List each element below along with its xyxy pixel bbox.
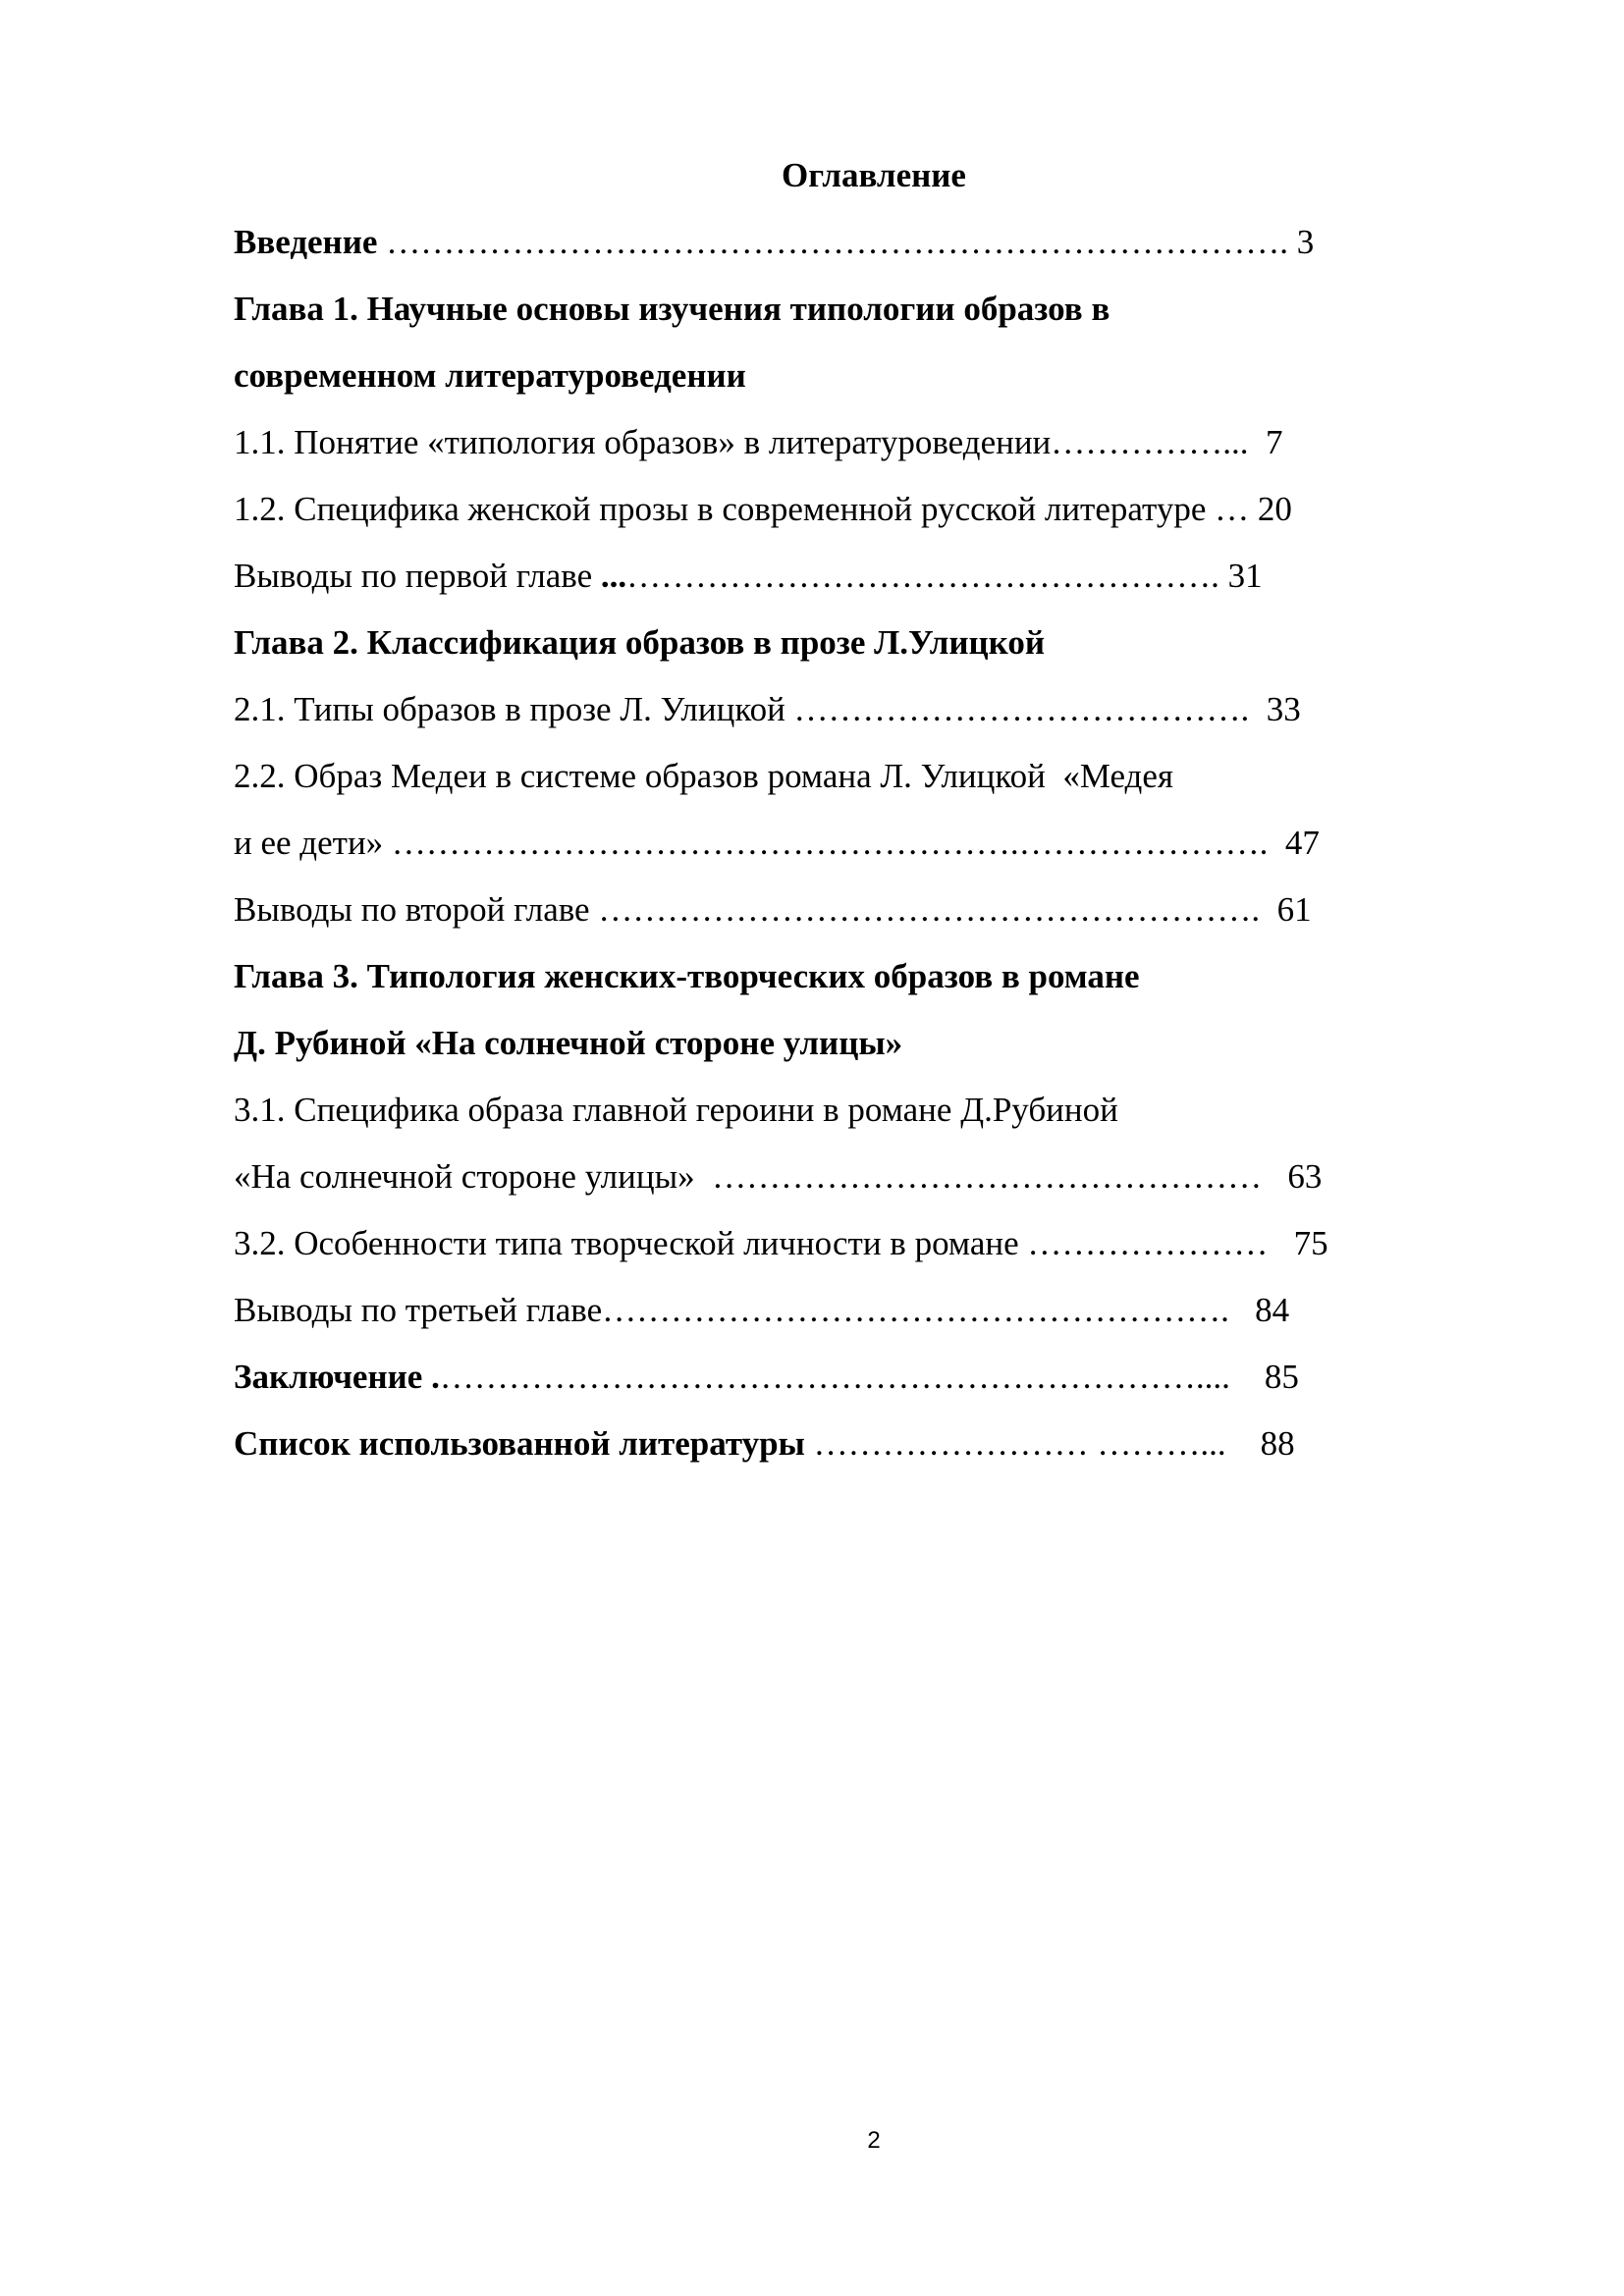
toc-title: Оглавление	[782, 156, 966, 194]
toc-entry-label: Выводы по первой главе	[234, 557, 601, 595]
toc-entry-leader: …………………… ………... 88	[804, 1424, 1295, 1463]
toc-entry-introduction	[234, 219, 1314, 266]
toc-entry-label: Введение	[234, 223, 378, 261]
toc-entry-label: Заключение .	[234, 1358, 440, 1396]
toc-entry-section-3-2: 3.2. Особенности типа творческой личности в романе ………………… 75	[234, 1224, 1328, 1262]
toc-entry-label: Список использованной литературы	[234, 1424, 805, 1463]
toc-entry-chapter-1-line-1: Глава 1. Научные основы изучения типологии образов в	[234, 290, 1110, 328]
toc-entry-chapter-2: Глава 2. Классификация образов в прозе Л.Улицкой	[234, 623, 1046, 662]
toc-entry-leader: ……………………………………………. 31	[626, 557, 1263, 595]
toc-entry-section-2-2-line-1: 2.2. Образ Медеи в системе образов романа Л. Улицкой «Медея	[234, 757, 1173, 795]
toc-entry-section-3-1-line-1: 3.1. Специфика образа главной героини в романе Д.Рубиной	[234, 1091, 1118, 1129]
toc-entry-section-1-1: 1.1. Понятие «типология образов» в литературоведении……………... 7	[234, 423, 1283, 461]
toc-entry-chapter-3-line-2: Д. Рубиной «На солнечной стороне улицы»	[234, 1024, 903, 1062]
toc-entry-conclusions-1	[234, 553, 1263, 600]
toc-entry-section-2-2-line-2: и ее дети» ……………………………………………….…………………. 47	[234, 824, 1320, 862]
toc-entry-chapter-3-line-1: Глава 3. Типология женских-творческих образов в романе	[234, 957, 1140, 995]
toc-entry-chapter-1-line-2: современном литературоведении	[234, 356, 746, 395]
toc-entry-bibliography	[234, 1420, 1295, 1468]
toc-entry-section-1-2: 1.2. Специфика женской прозы в современной русской литературе … 20	[234, 490, 1292, 528]
toc-entry-section-3-1-line-2: «На солнечной стороне улицы» ………………………………………… 63	[234, 1157, 1323, 1196]
toc-entry-conclusions-3: Выводы по третьей главе………………………………………………. 84	[234, 1291, 1290, 1329]
toc-entry-conclusion	[234, 1354, 1299, 1401]
toc-entry-leader: ………………………………………………………….... 85	[439, 1358, 1299, 1396]
page-number: 2	[867, 2127, 881, 2154]
toc-entry-bold-dots: ...	[600, 557, 627, 595]
toc-entry-section-2-1: 2.1. Типы образов в прозе Л. Улицкой …………………………………. 33	[234, 690, 1301, 728]
toc-entry-leader: ……………………………………………………………………. 3	[377, 223, 1315, 261]
toc-entry-conclusions-2: Выводы по второй главе …………………………………………………. 61	[234, 890, 1312, 929]
